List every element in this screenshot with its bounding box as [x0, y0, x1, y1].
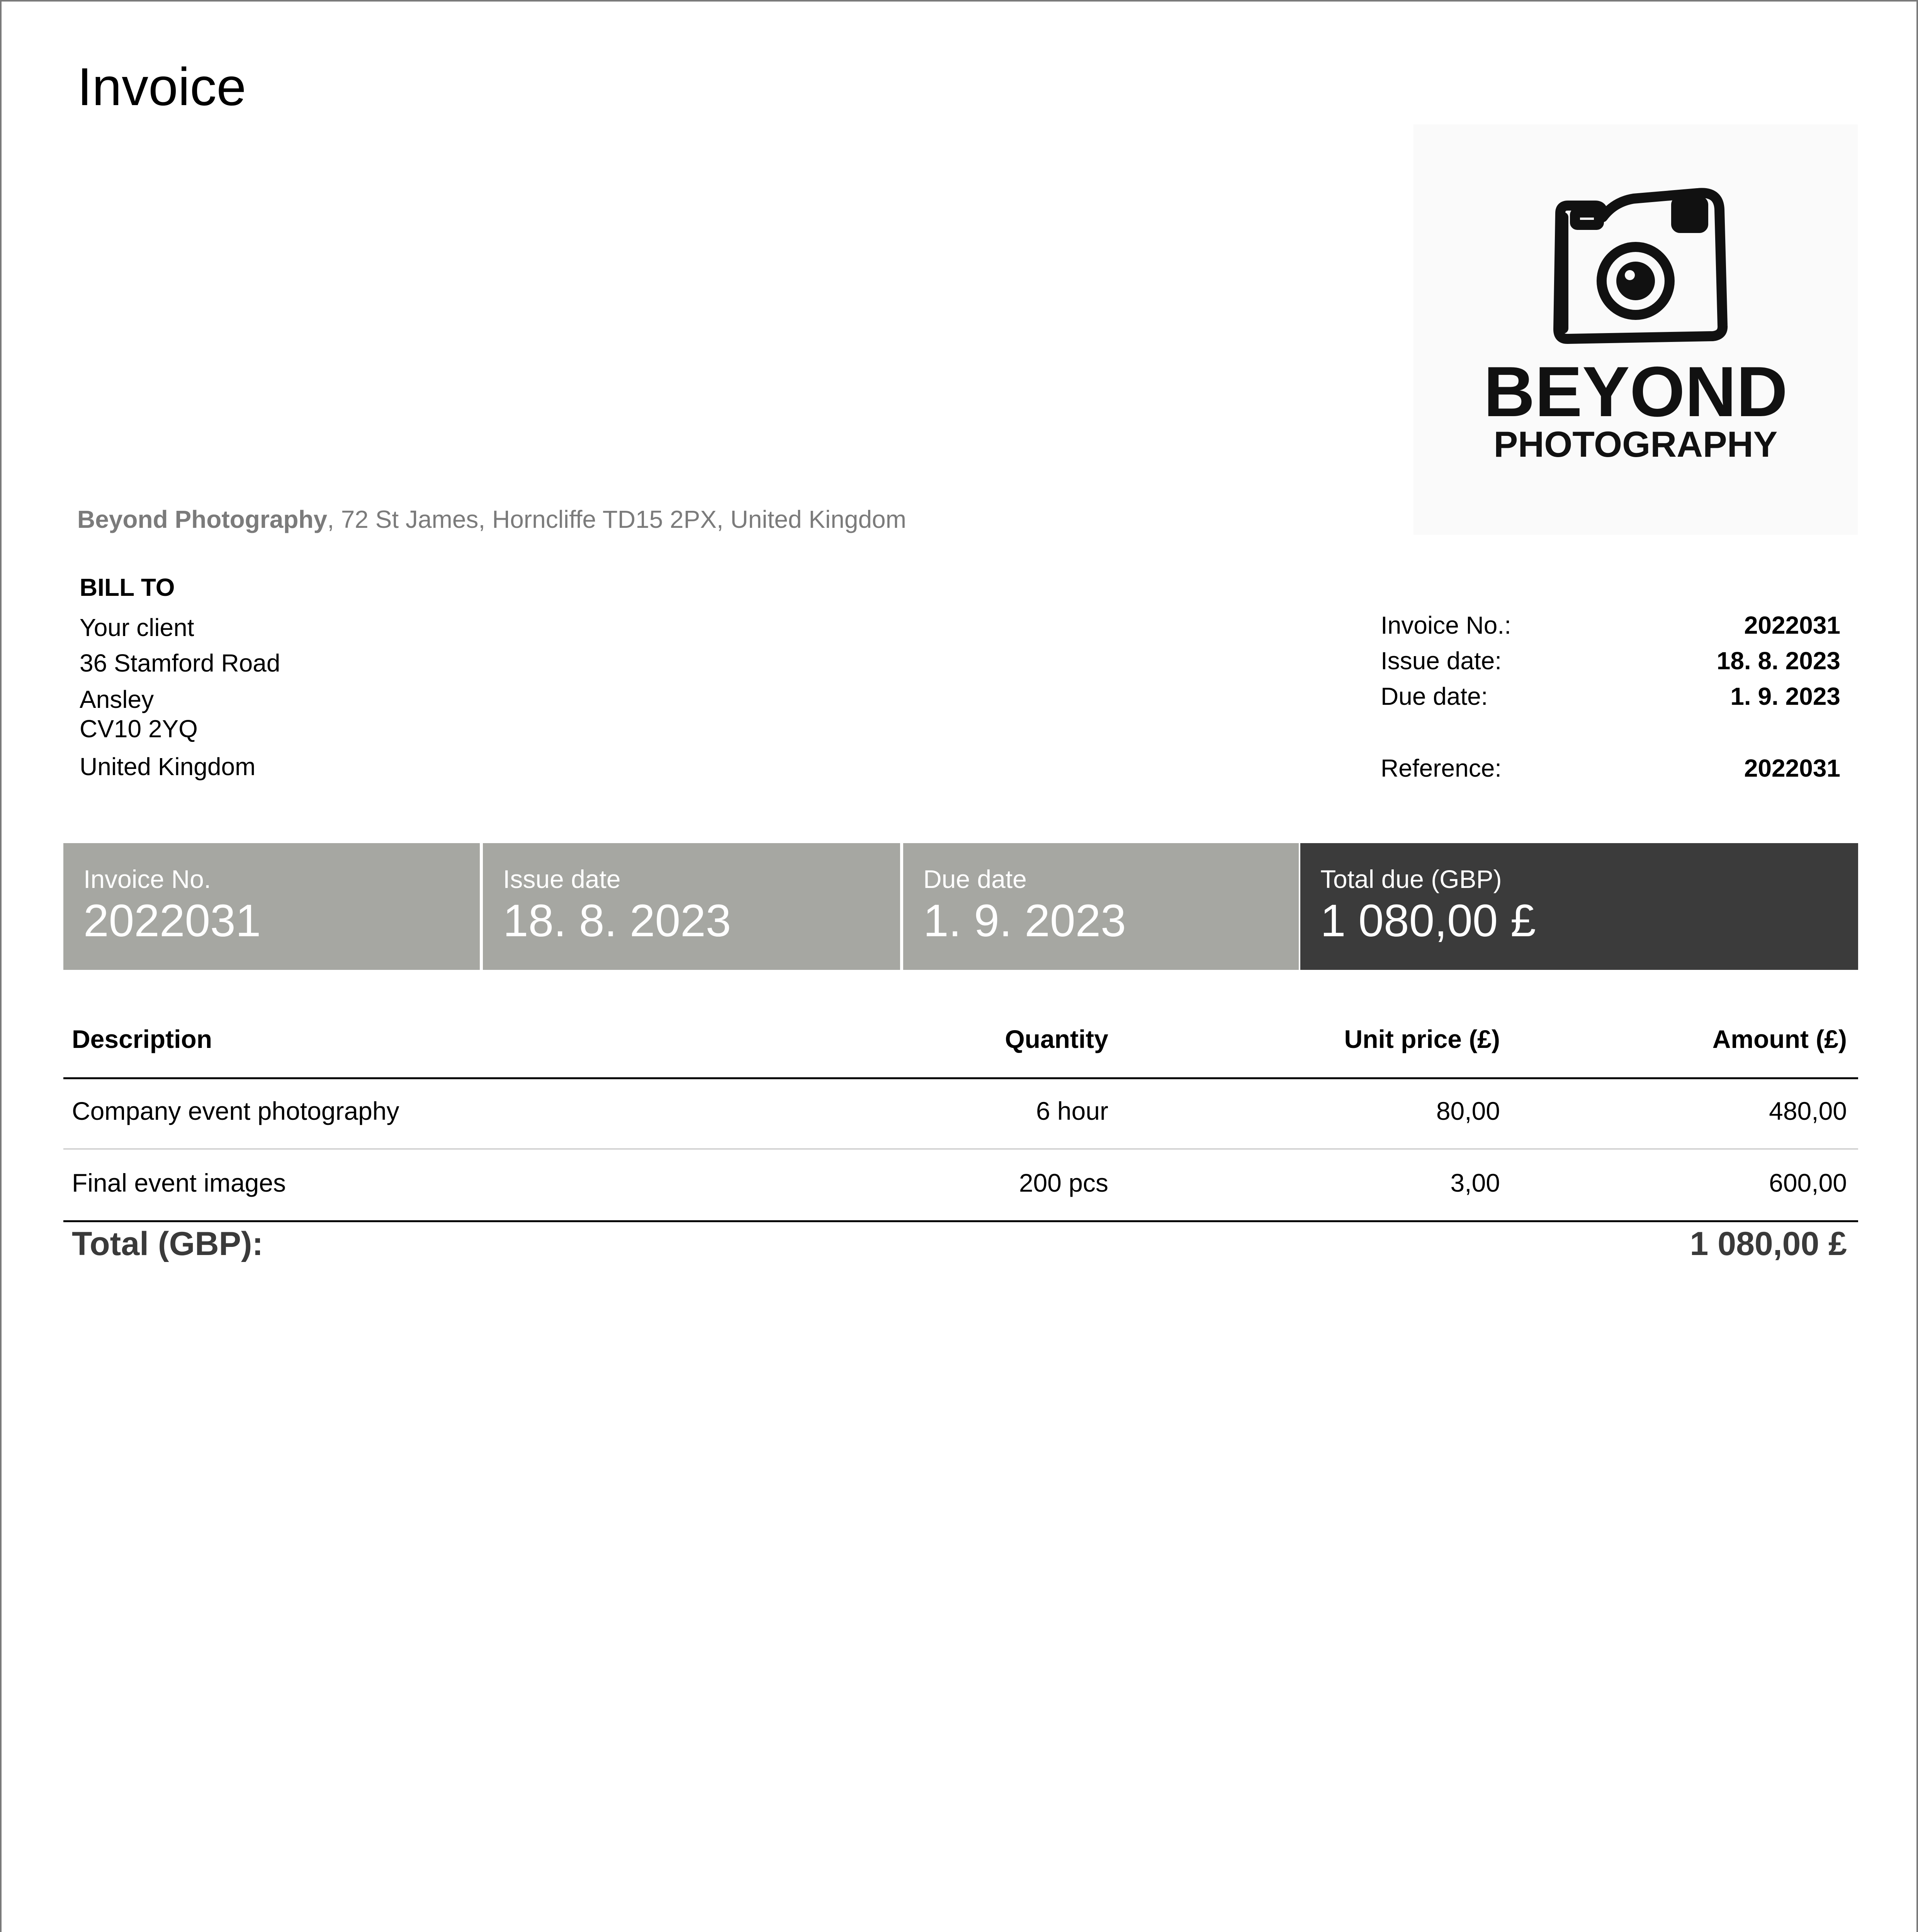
company-logo: [1413, 124, 1858, 535]
col-quantity: Quantity: [1005, 1025, 1108, 1053]
sender-address-line: [77, 507, 906, 532]
summary-due-date-label: Due date: [923, 865, 1027, 893]
summary-total-label: Total due (GBP): [1320, 865, 1502, 893]
bill-to-heading: BILL TO: [80, 573, 175, 601]
bill-to-line: 36 Stamford Road: [80, 649, 280, 677]
bill-to-line: Ansley: [80, 685, 154, 713]
meta-due-date-label: Due date:: [1381, 682, 1488, 710]
sender-name: Beyond Photography: [77, 505, 328, 533]
meta-invoice-no: 2022031: [1744, 611, 1840, 639]
summary-invoice-no: [63, 843, 480, 970]
summary-due-date: [903, 843, 1299, 970]
logo-name: BEYOND: [1483, 352, 1788, 431]
table-header-divider: [63, 1077, 1858, 1079]
meta-reference: 2022031: [1744, 754, 1840, 782]
row-quantity: 200 pcs: [1019, 1168, 1108, 1197]
meta-invoice-no-label: Invoice No.:: [1381, 611, 1511, 639]
summary-invoice-no-value: 2022031: [83, 895, 261, 946]
summary-invoice-no-label: Invoice No.: [83, 865, 211, 893]
col-amount: Amount (£): [1712, 1025, 1847, 1053]
meta-issue-date: 18. 8. 2023: [1716, 647, 1840, 675]
bill-to-line: Your client: [80, 614, 194, 641]
table-total-divider: [63, 1220, 1858, 1222]
row-amount: 600,00: [1769, 1168, 1847, 1197]
summary-total-value: 1 080,00 £: [1320, 895, 1536, 946]
row-description: Company event photography: [72, 1097, 399, 1125]
total-value: 1 080,00 £: [1690, 1225, 1847, 1262]
bill-to-line: United Kingdom: [80, 753, 256, 781]
row-divider: [63, 1148, 1858, 1150]
row-unit-price: 3,00: [1450, 1168, 1500, 1197]
logo-tagline: PHOTOGRAPHY: [1493, 424, 1778, 464]
summary-issue-date: [483, 843, 900, 970]
summary-issue-date-label: Issue date: [503, 865, 621, 893]
sender-address: , 72 St James, Horncliffe TD15 2PX, United Kingdom: [327, 505, 906, 533]
meta-reference-label: Reference:: [1381, 754, 1502, 782]
summary-total-due: [1300, 843, 1858, 970]
summary-issue-date-value: 18. 8. 2023: [503, 895, 731, 946]
meta-due-date: 1. 9. 2023: [1730, 682, 1840, 710]
row-description: Final event images: [72, 1168, 286, 1197]
col-description: Description: [72, 1025, 212, 1053]
bill-to-line: CV10 2YQ: [80, 715, 198, 743]
row-amount: 480,00: [1769, 1097, 1847, 1125]
summary-due-date-value: 1. 9. 2023: [923, 895, 1126, 946]
total-label: Total (GBP):: [72, 1225, 263, 1262]
page-title: Invoice: [77, 57, 246, 117]
col-unit-price: Unit price (£): [1344, 1025, 1500, 1053]
row-quantity: 6 hour: [1036, 1097, 1108, 1125]
meta-issue-date-label: Issue date:: [1381, 647, 1502, 675]
camera-icon: [1413, 124, 1858, 535]
row-unit-price: 80,00: [1436, 1097, 1500, 1125]
